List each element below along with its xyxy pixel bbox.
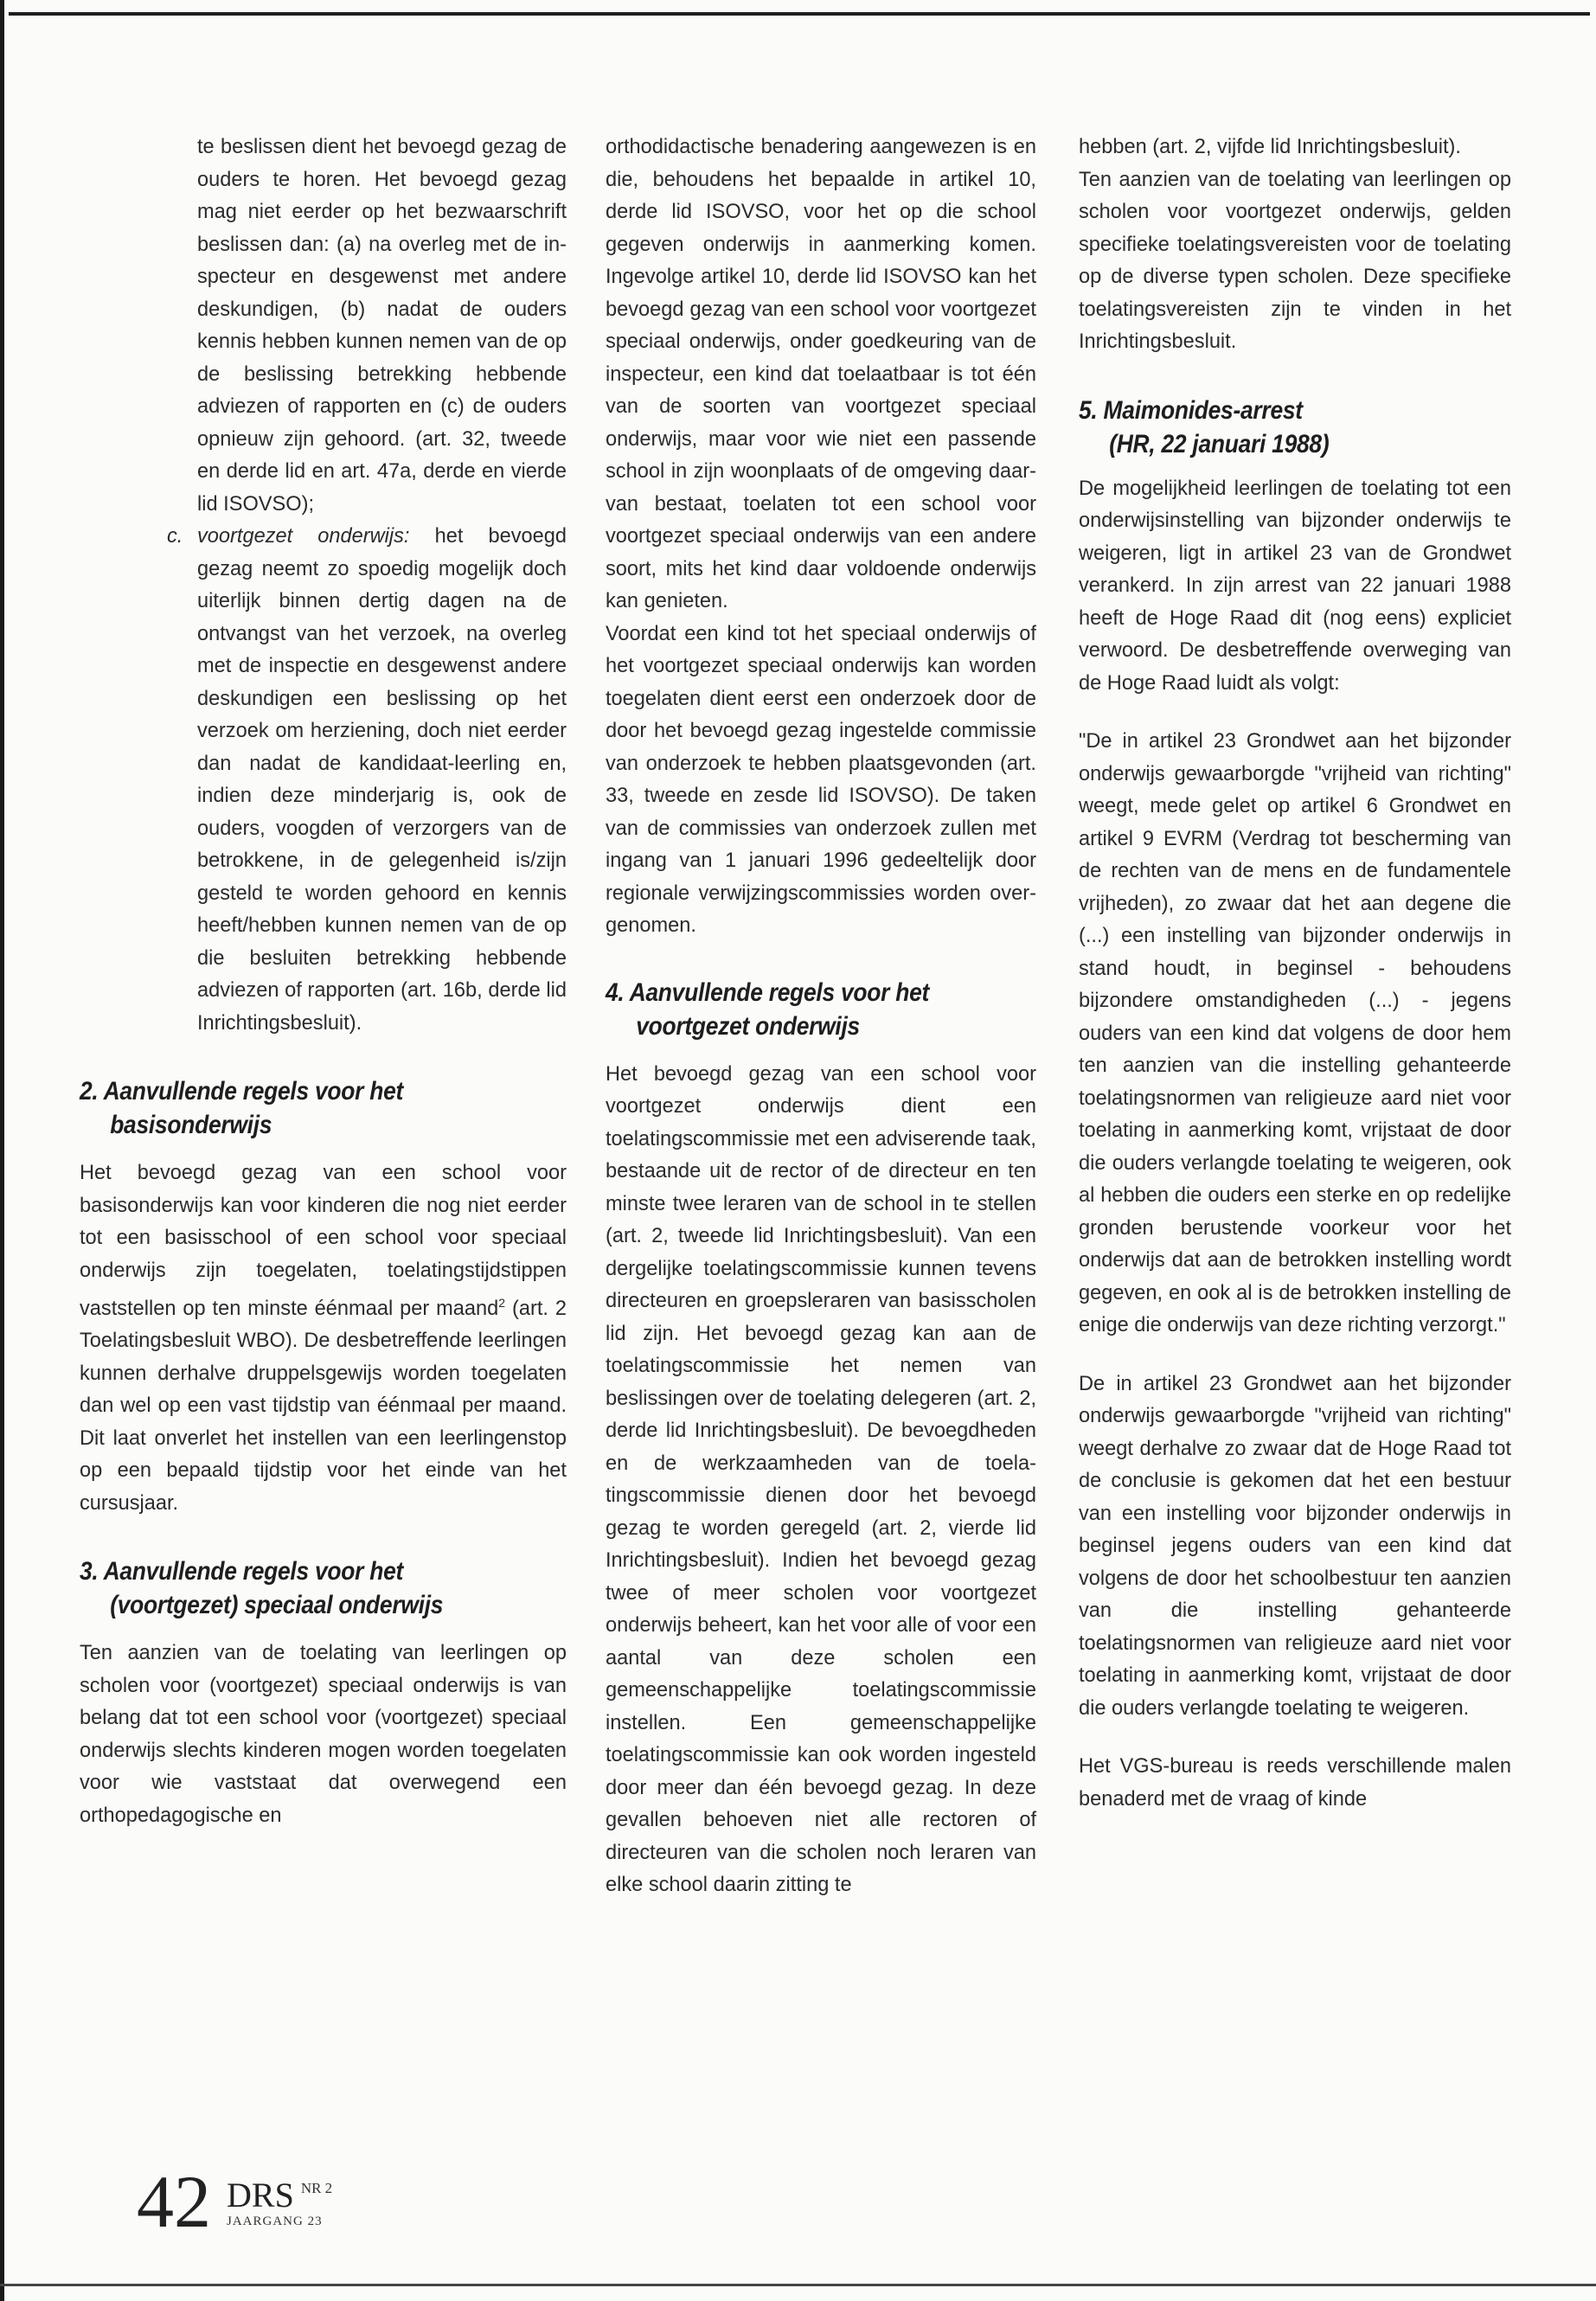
section-heading-3-line-2: (voortgezet) speciaal onderwijs bbox=[110, 1591, 444, 1620]
col1-paragraph-2 bbox=[80, 1157, 567, 1520]
section-heading-5-line-2: (HR, 22 januari 1988) bbox=[1109, 429, 1330, 458]
col3-paragraph-1: hebben (art. 2, vijfde lid Inrichtingsbesluit). bbox=[1079, 136, 1461, 158]
col3-paragraph-2: Ten aanzien van de toelating van leerlingen op scholen voor voortgezet onderwijs, gelden specifieke toelatingsvereisten voor de toelating op de diverse typen scholen. Deze specifieke toelatingsvereisten zijn te vinden in het Inrichtingsbesluit. bbox=[1079, 168, 1511, 353]
page-footer bbox=[137, 2160, 333, 2243]
col1-paragraph-1: te beslissen dient het bevoegd gezag de ouders te horen. Het bevoegd gezag mag niet eerder op het bezwaarschrift beslissen dan: (a) na overleg met de inspecteur en desgewenst met andere deskundigen, (b) nadat de ouders kennis hebben kunnen nemen van de op de beslissing betrekking hebbende adviezen of rapporten en (c) de ouders opnieuw zijn gehoord. (art. 32, tweede en derde lid en art. 47a, derde en vierde lid ISOVSO); bbox=[197, 136, 567, 516]
col3-paragraph-3: De mogelijkheid leerlingen de toelating tot een onderwijsinstelling van bijzonder onderwijs te weigeren, ligt in artikel 23 van de Grondwet verankerd. In zijn arrest van 22 januari 1988 heeft de Hoge Raad dit (nog eens) expliciet verwoord. De desbetreffende overweging van de Hoge Raad luidt als volgt: bbox=[1079, 477, 1511, 695]
col1-paragraph-2-text-b: (art. 2 Toelatingsbesluit WBO). De desbetreffende leerlingen kunnen derhalve druppelsgewijs worden toegelaten dan wel op een vast tijdstip van éénmaal per maand. Dit laat onverlet het instellen van een leerlingenstop op een bepaald tijdstip voor het einde van het cursusjaar. bbox=[80, 1297, 567, 1515]
section-heading-2-line-1: 2. Aanvullende regels voor het bbox=[80, 1077, 404, 1106]
list-item-c-text: het bevoegd gezag neemt zo spoedig mogelijk doch uiterlijk binnen dertig dagen na de ontvangst van het verzoek, na overleg met de inspectie en desgewenst andere deskundigen een beslissing op het verzoek om herziening, doch niet eerder dan nadat de kandidaat-leerling en, indien deze minderjarig is, ook de ouders, voogden of verzorgers van de betrokkene, in de gelegenheid is/zijn gesteld te worden gehoord en kennis heeft/hebben kunnen nemen van de op die besluiten betrekking hebbende adviezen of rapporten (art. 16b, derde lid Inrichtingsbesluit). bbox=[197, 525, 567, 1035]
col2-paragraph-1: orthodidactische benadering aangewezen is en die, behoudens het bepaalde in artikel 10, derde lid ISOVSO, voor het op die school gegeven onderwijs in aanmerking komen. Ingevolge artikel 10, derde lid ISOVSO kan het bevoegd gezag van een school voor voortgezet speciaal onderwijs, onder goedkeuring van de inspecteur, een kind dat toelaatbaar is tot één van de soorten van voortgezet speciaal onderwijs, maar voor wie niet een passende school in zijn woonplaats of de omgeving daarvan bestaat, toelaten tot een school voor voortgezet speciaal onderwijs van een andere soort, mits het kind daar voldoende onderwijs kan genieten. bbox=[606, 136, 1036, 612]
section-heading-4-line-2: voortgezet onderwijs bbox=[636, 1011, 860, 1041]
col3-paragraph-4: De in artikel 23 Grondwet aan het bijzonder onderwijs gewaarborgde "vrijheid van richting" weegt derhalve zo zwaar dat de Hoge Raad tot de conclusie is gekomen dat het een bestuur van een instelling voor bijzonder onderwijs in beginsel jegens ouders van een kind dat volgens de door het schoolbestuur ten aanzien van die instelling gehanteerde toelatingsnormen van religieuze aard niet voor toelating in aanmerking komt, vrijstaat de door die ouders verlangde toelating te weigeren. bbox=[1079, 1372, 1511, 1720]
section-heading-3 bbox=[80, 1554, 508, 1622]
col1-paragraph-2-text-a: Het bevoegd gezag van een school voor basisonderwijs kan voor kinderen die nog niet eerder tot een basisschool of een school voor speciaal onderwijs zijn toegelaten, toelatingstijdstippen vaststellen op ten minste éénmaal per maand bbox=[80, 1162, 567, 1320]
col3-paragraph-5: Het VGS-bureau is reeds verschillende malen benaderd met de vraag of kinde bbox=[1079, 1755, 1511, 1811]
col3-quote: "De in artikel 23 Grondwet aan het bijzonder onderwijs gewaarborgde "vrijheid van richting" weegt, mede gelet op artikel 6 Grondwet en artikel 9 EVRM (Verdrag tot bescherming van de rechten van de mens en de fundamentele vrijheden), zo zwaar dat het aan degene die (...) een instelling van bijzonder onderwijs in stand houdt, in beginsel - behoudens bijzondere omstandigheden (...) - jegens ouders van een kind dat volgens de door hem ten aanzien van die instelling gehanteerde toelatingsnormen van religieuze aard niet voor toelating in aanmerking komt, vrijstaat de door die ouders verlangde toelating te weigeren, ook al hebben die ouders een sterke en op redelijke gronden berustende voorkeur voor het onderwijs dat aan de betrokken instelling wordt gegeven, en ook al is de betrokken instelling de enige die onderwijs van deze richting verzorgt." bbox=[1079, 730, 1511, 1336]
column-1 bbox=[80, 131, 567, 1832]
list-item-c-body bbox=[197, 521, 567, 1040]
section-heading-5-line-1: 5. Maimonides-arrest bbox=[1079, 395, 1303, 425]
magazine-name: DRS bbox=[227, 2176, 294, 2214]
col1-paragraph-3: Ten aanzien van de toelating van leerlingen op scholen voor (voortgezet) speciaal onderwijs is van belang dat tot een school voor (voortgezet) speciaal onderwijs slechts kinderen mogen worden toegelaten voor wie vaststaat dat overwegend een orthopedagogische en bbox=[80, 1642, 567, 1827]
section-heading-4-line-1: 4. Aanvullende regels voor het bbox=[606, 977, 930, 1007]
col2-paragraph-2: Voordat een kind tot het speciaal onderwijs of het voortgezet speciaal onderwijs kan worden toegelaten dient eerst een onderzoek door de door het bevoegd gezag ingestelde commissie van onderzoek te hebben plaatsgevonden (art. 33, tweede en zesde lid ISOVSO). De taken van de commissies van onderzoek zullen met ingang van 1 januari 1996 gedeeltelijk door regionale verwijzingscommissies worden overgenomen. bbox=[606, 622, 1036, 937]
page-number: 42 bbox=[137, 2160, 211, 2243]
bottom-rule bbox=[0, 2284, 1596, 2286]
list-item-c-title: voortgezet onderwijs: bbox=[197, 525, 410, 548]
col2-paragraph-3: Het bevoegd gezag van een school voor voortgezet onderwijs dient een toelatingscommissie met een adviserende taak, bestaande uit de rector of de directeur en ten minste twee leraren van de school in te stellen (art. 2, tweede lid Inrichtingsbesluit). Van een dergelijke toelatingscommissie kunnen tevens directeuren en groepsleraren van basisscholen lid zijn. Het bevoegd gezag kan aan de toelatingscommissie het nemen van beslissingen over de toelating delegeren (art. 2, derde lid Inrichtingsbesluit). De bevoegdheden en de werkzaamheden van de toelatingscommissie dienen door het bevoegd gezag te worden geregeld (art. 2, vierde lid Inrichtingsbesluit). Indien het bevoegd gezag twee of meer scholen voor voortgezet onderwijs beheert, kan het voor alle of voor een aantal van deze scholen een gemeenschappelijke toelatingscommissie instellen. Een gemeenschappelijke toelatingscommissie kan ook worden ingesteld door meer dan één bevoegd gezag. In deze gevallen behoeven niet alle rectoren of directeuren van die scholen noch leraren van elke school daarin zitting te bbox=[606, 1062, 1036, 1896]
section-heading-3-line-1: 3. Aanvullende regels voor het bbox=[80, 1557, 404, 1586]
section-heading-4 bbox=[606, 976, 984, 1043]
column-3 bbox=[1079, 131, 1511, 1816]
volume-label: JAARGANG 23 bbox=[227, 2214, 323, 2228]
footnote-ref: 2 bbox=[498, 1296, 506, 1310]
section-heading-2 bbox=[80, 1074, 508, 1142]
column-2 bbox=[606, 131, 1036, 1902]
list-item-c-label: c. bbox=[167, 525, 183, 548]
section-heading-2-line-2: basisonderwijs bbox=[110, 1111, 272, 1139]
issue-number: NR 2 bbox=[300, 2180, 333, 2196]
top-rule bbox=[9, 12, 1590, 16]
scan-left-edge bbox=[0, 0, 4, 2301]
list-item-c bbox=[134, 521, 567, 1040]
magazine-info bbox=[227, 2178, 332, 2229]
section-heading-5 bbox=[1079, 394, 1459, 461]
